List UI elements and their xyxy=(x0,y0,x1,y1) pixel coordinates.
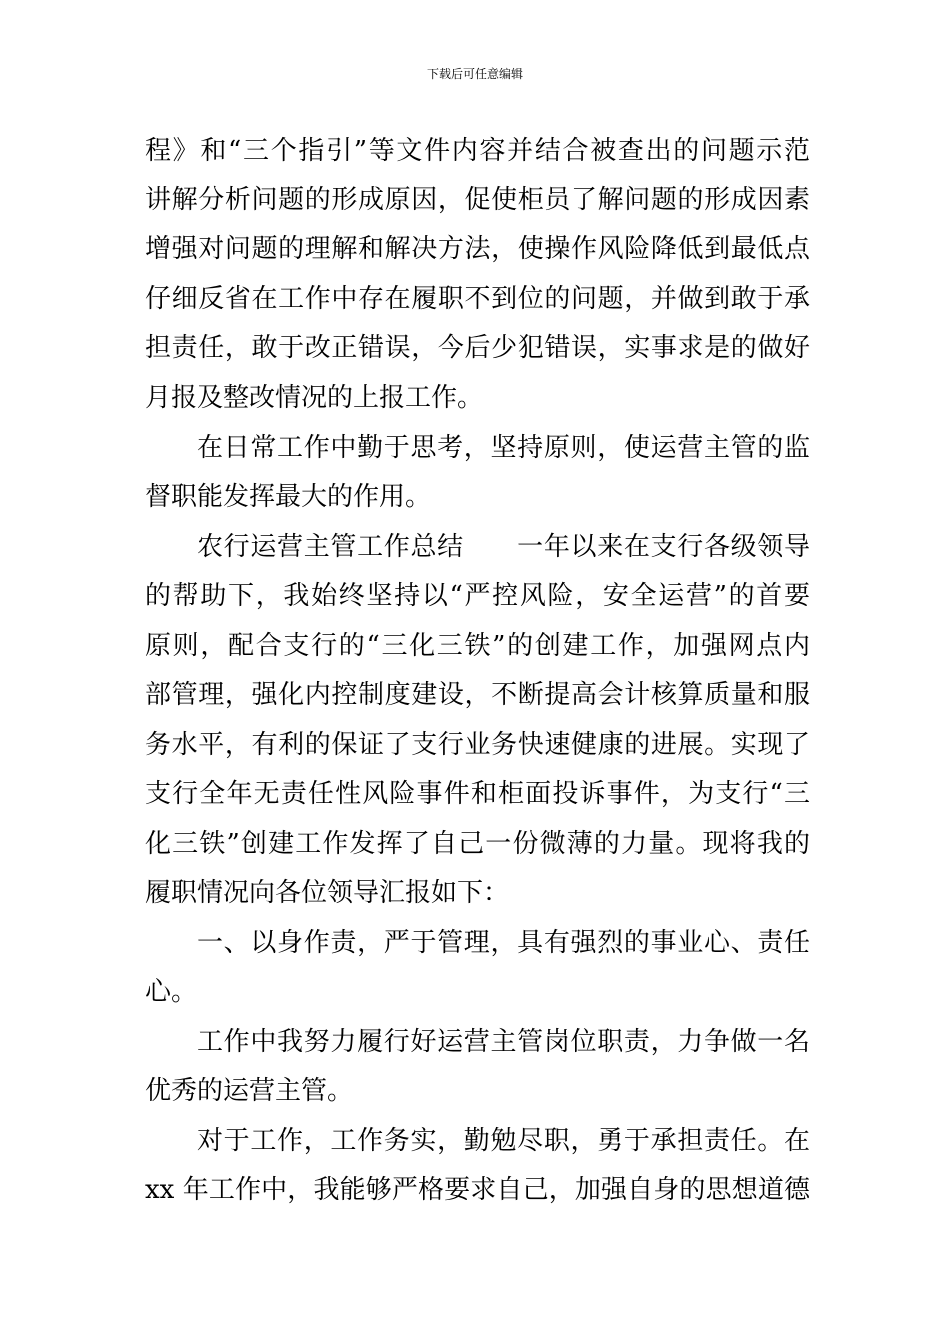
text-line: 督职能发挥最大的作用。 xyxy=(145,482,432,512)
paragraph-start-line: 工作中我努力履行好运营主管岗位职责，力争做一名 xyxy=(197,1027,810,1057)
paragraph-start-line: 一、以身作责，严于管理，具有强烈的事业心、责任 xyxy=(197,928,810,958)
text-line: 务水平，有利的保证了支行业务快速健康的进展。实现了 xyxy=(145,730,810,760)
paragraph-start-line: 农行运营主管工作总结 一年以来在支行各级领导 xyxy=(197,532,810,562)
text-line: 的帮助下，我始终坚持以“严控风险，安全运营”的首要 xyxy=(145,581,810,611)
text-line: 优秀的运营主管。 xyxy=(145,1076,354,1106)
text-line: 支行全年无责任性风险事件和柜面投诉事件，为支行“三 xyxy=(145,779,810,809)
text-line: 部管理，强化内控制度建设，不断提高会计核算质量和服 xyxy=(145,680,810,710)
text-line: 仔细反省在工作中存在履职不到位的问题，并做到敢于承 xyxy=(145,284,810,314)
text-line: 讲解分析问题的形成原因，促使柜员了解问题的形成因素 xyxy=(145,185,810,215)
text-line: 增强对问题的理解和解决方法，使操作风险降低到最低点 xyxy=(145,234,810,264)
text-line: 化三铁”创建工作发挥了自己一份微薄的力量。现将我的 xyxy=(145,829,810,859)
paragraph-start-line: 在日常工作中勤于思考，坚持原则，使运营主管的监 xyxy=(197,433,810,463)
text-line: 履职情况向各位领导汇报如下： xyxy=(145,878,510,908)
page-header: 下载后可任意编辑 xyxy=(426,67,523,81)
text-line: 月报及整改情况的上报工作。 xyxy=(145,383,484,413)
text-line: 程》和“三个指引”等文件内容并结合被查出的问题示范 xyxy=(145,136,810,166)
text-line: xx 年工作中，我能够严格要求自己，加强自身的思想道德 xyxy=(145,1175,810,1205)
text-line: 担责任，敢于改正错误，今后少犯错误，实事求是的做好 xyxy=(145,333,810,363)
text-line: 原则，配合支行的“三化三铁”的创建工作，加强网点内 xyxy=(145,631,810,661)
paragraph-start-line: 对于工作，工作务实，勤勉尽职，勇于承担责任。在 xyxy=(197,1126,810,1156)
text-line: 心。 xyxy=(145,977,198,1007)
